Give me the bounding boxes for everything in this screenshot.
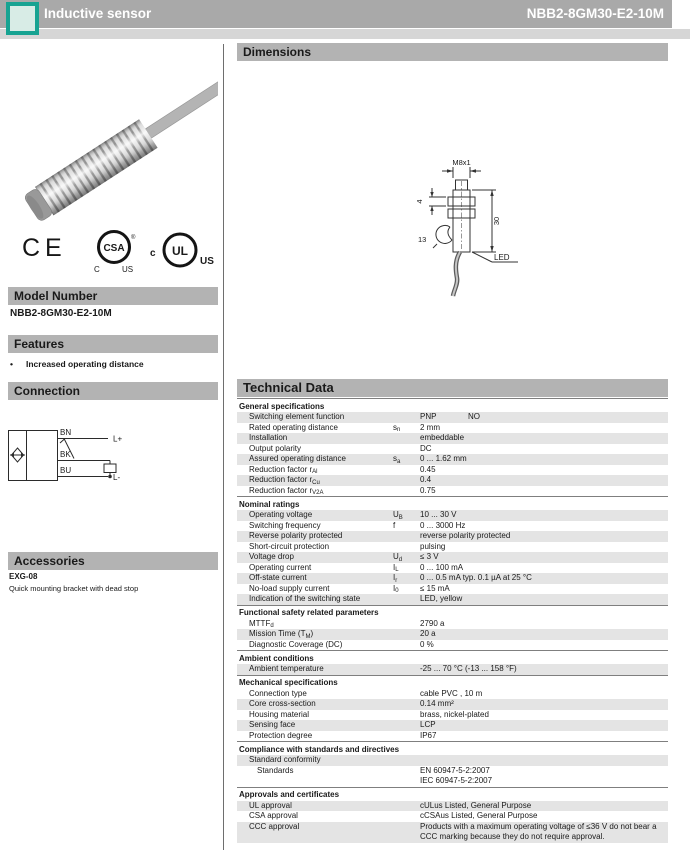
table-row: [237, 584, 668, 595]
feature-text: Increased operating distance: [26, 359, 144, 369]
row-value: cCSAus Listed, General Purpose: [420, 811, 538, 820]
ce-mark-icon: CE: [22, 234, 67, 262]
feature-item: [10, 359, 144, 369]
table-row: [237, 811, 668, 822]
csa-mark-icon: [88, 228, 142, 276]
row-value: 0.45: [420, 464, 436, 474]
bullet-icon: •: [10, 359, 13, 369]
row-label: Reduction factor rV2A: [249, 485, 324, 496]
table-section-header: Approvals and certificates: [237, 787, 668, 801]
row-label: No-load supply current: [249, 583, 330, 593]
row-label: Output polarity: [249, 443, 302, 453]
row-label: Off-state current: [249, 573, 307, 582]
length-dim-label: 30: [492, 216, 501, 226]
wire-label-bk: BK: [60, 450, 71, 459]
row-value: embeddable: [420, 433, 465, 442]
row-value: DC: [420, 443, 432, 453]
column-divider: [223, 44, 224, 850]
row-label: Rated operating distance: [249, 422, 338, 432]
row-label: CSA approval: [249, 811, 298, 820]
table-row: [237, 542, 668, 553]
row-label: Assured operating distance: [249, 454, 346, 463]
table-row: [237, 552, 668, 563]
row-value: 0 %: [420, 639, 434, 649]
table-row: [237, 454, 668, 465]
table-row: [237, 766, 668, 787]
table-row: [237, 710, 668, 721]
terminal-label-lminus: L-: [113, 473, 121, 482]
table-row: [237, 755, 668, 766]
svg-text:®: ®: [131, 235, 136, 241]
wrench-size-label: 13: [418, 235, 427, 244]
table-row: [237, 801, 668, 812]
row-symbol: I0: [393, 583, 399, 594]
row-label: MTTFd: [249, 618, 274, 629]
row-label: Short-circuit protection: [249, 541, 330, 551]
led-label: LED: [494, 253, 510, 262]
model-number-value: NBB2-8GM30-E2-10M: [10, 308, 112, 319]
row-value: pulsing: [420, 541, 446, 551]
row-value: 0 ... 0.5 mA typ. 0.1 µA at 25 °C: [420, 573, 532, 582]
table-row: [237, 521, 668, 532]
table-row: [237, 563, 668, 574]
row-label: Reduction factor rAl: [249, 464, 318, 475]
product-family-title: Inductive sensor: [44, 6, 152, 21]
row-label: Operating current: [249, 562, 312, 572]
row-value: 0 ... 1.62 mm: [420, 454, 467, 463]
row-label: Protection degree: [249, 730, 313, 740]
row-label: Operating voltage: [249, 510, 313, 519]
row-symbol: IL: [393, 562, 399, 573]
table-row: [237, 412, 668, 423]
row-value: PNP NO: [420, 412, 480, 421]
row-label: Switching element function: [249, 412, 345, 421]
svg-text:CSA: CSA: [103, 243, 125, 254]
row-label: Standards: [257, 765, 294, 775]
row-value: Products with a maximum operating voltage of ≤36 V do not bear a CCC marking because they do not require approval.: [420, 821, 657, 841]
row-value: cULus Listed, General Purpose: [420, 800, 532, 810]
row-value: EN 60947-5-2:2007 IEC 60947-5-2:2007: [420, 765, 493, 785]
row-value: 10 ... 30 V: [420, 510, 457, 519]
row-label: Core cross-section: [249, 699, 316, 708]
row-label: Indication of the switching state: [249, 594, 361, 603]
table-row: [237, 475, 668, 486]
row-value: LED, yellow: [420, 594, 463, 603]
features-section-header: Features: [8, 335, 218, 353]
model-number-section-header: Model Number: [8, 287, 218, 305]
row-symbol: sn: [393, 422, 401, 433]
row-value: 2790 a: [420, 618, 445, 628]
technical-data-section-header: Technical Data: [237, 379, 668, 397]
row-symbol: f: [393, 520, 396, 530]
table-row: [237, 640, 668, 651]
dimension-drawing: [408, 150, 543, 300]
accessory-code: EXG-08: [9, 572, 38, 581]
row-value: 0 ... 100 mA: [420, 562, 464, 572]
thread-dim-label: M8x1: [452, 158, 471, 167]
row-label: Installation: [249, 433, 288, 442]
row-value: reverse polarity protected: [420, 531, 511, 540]
row-value: 0.75: [420, 485, 436, 495]
table-row: [237, 689, 668, 700]
row-label: Standard conformity: [249, 755, 321, 764]
table-row: [237, 486, 668, 497]
accessories-section-header: Accessories: [8, 552, 218, 570]
table-section-header: Ambient conditions: [237, 650, 668, 664]
row-label: UL approval: [249, 800, 292, 810]
row-value: LCP: [420, 720, 436, 729]
row-value: -25 ... 70 °C (-13 ... 158 °F): [420, 664, 517, 673]
table-row: [237, 573, 668, 584]
svg-text:US: US: [122, 265, 134, 274]
row-value: cable PVC , 10 m: [420, 688, 483, 698]
terminal-label-lplus: L+: [113, 434, 123, 444]
row-label: Diagnostic Coverage (DC): [249, 639, 343, 649]
row-value: ≤ 3 V: [420, 552, 439, 561]
row-value: 2 mm: [420, 422, 440, 432]
brand-logo-icon: [6, 2, 39, 35]
wire-label-bu: BU: [60, 466, 72, 475]
row-label: Reduction factor rCu: [249, 475, 320, 486]
row-value: IP67: [420, 730, 437, 740]
row-value: brass, nickel-plated: [420, 709, 489, 719]
table-row: [237, 664, 668, 675]
table-section-header: General specifications: [237, 398, 668, 412]
table-row: [237, 699, 668, 710]
row-value: 0.4: [420, 475, 432, 484]
table-section-header: Mechanical specifications: [237, 675, 668, 689]
table-row: [237, 629, 668, 640]
table-section-header: Nominal ratings: [237, 496, 668, 510]
row-symbol: Ud: [393, 552, 403, 563]
sensor-photo: [8, 50, 218, 230]
table-row: [237, 619, 668, 630]
table-section-header: Functional safety related parameters: [237, 605, 668, 619]
table-row: [237, 531, 668, 542]
connection-section-header: Connection: [8, 382, 218, 400]
row-symbol: sa: [393, 454, 401, 465]
row-label: Reverse polarity protected: [249, 531, 343, 540]
row-label: Mission Time (TM): [249, 629, 314, 640]
table-row: [237, 822, 668, 843]
ul-mark-icon: [146, 228, 220, 276]
table-row: [237, 720, 668, 731]
row-symbol: Ir: [393, 573, 398, 584]
row-label: Housing material: [249, 709, 310, 719]
table-row: [237, 423, 668, 434]
svg-text:c: c: [150, 248, 156, 259]
header-substrip: [0, 29, 690, 39]
row-label: Voltage drop: [249, 552, 294, 561]
row-symbol: UB: [393, 510, 403, 521]
table-row: [237, 510, 668, 521]
table-row: [237, 594, 668, 605]
svg-text:US: US: [200, 256, 214, 267]
row-label: Switching frequency: [249, 520, 321, 530]
wire-label-bn: BN: [60, 428, 72, 437]
row-label: Sensing face: [249, 720, 296, 729]
header-model-number: NBB2-8GM30-E2-10M: [526, 6, 664, 21]
table-section-header: Compliance with standards and directives: [237, 741, 668, 755]
certification-marks: [14, 228, 220, 278]
row-label: Connection type: [249, 688, 307, 698]
table-row: [237, 731, 668, 742]
accessory-description: Quick mounting bracket with dead stop: [9, 584, 139, 593]
row-value: 0 ... 3000 Hz: [420, 520, 466, 530]
dimensions-section-header: Dimensions: [237, 43, 668, 61]
row-value: ≤ 15 mA: [420, 583, 450, 593]
svg-text:UL: UL: [172, 244, 188, 258]
table-row: [237, 433, 668, 444]
row-label: CCC approval: [249, 821, 300, 831]
table-row: [237, 444, 668, 455]
svg-text:C: C: [94, 265, 100, 274]
connection-diagram: [8, 424, 168, 488]
row-label: Ambient temperature: [249, 664, 324, 673]
header-bar: [0, 0, 672, 28]
nut-height-dim-label: 4: [415, 199, 424, 204]
row-value: 0.14 mm²: [420, 699, 454, 708]
row-value: 20 a: [420, 629, 436, 638]
table-row: [237, 465, 668, 476]
technical-data-table: [237, 398, 668, 843]
